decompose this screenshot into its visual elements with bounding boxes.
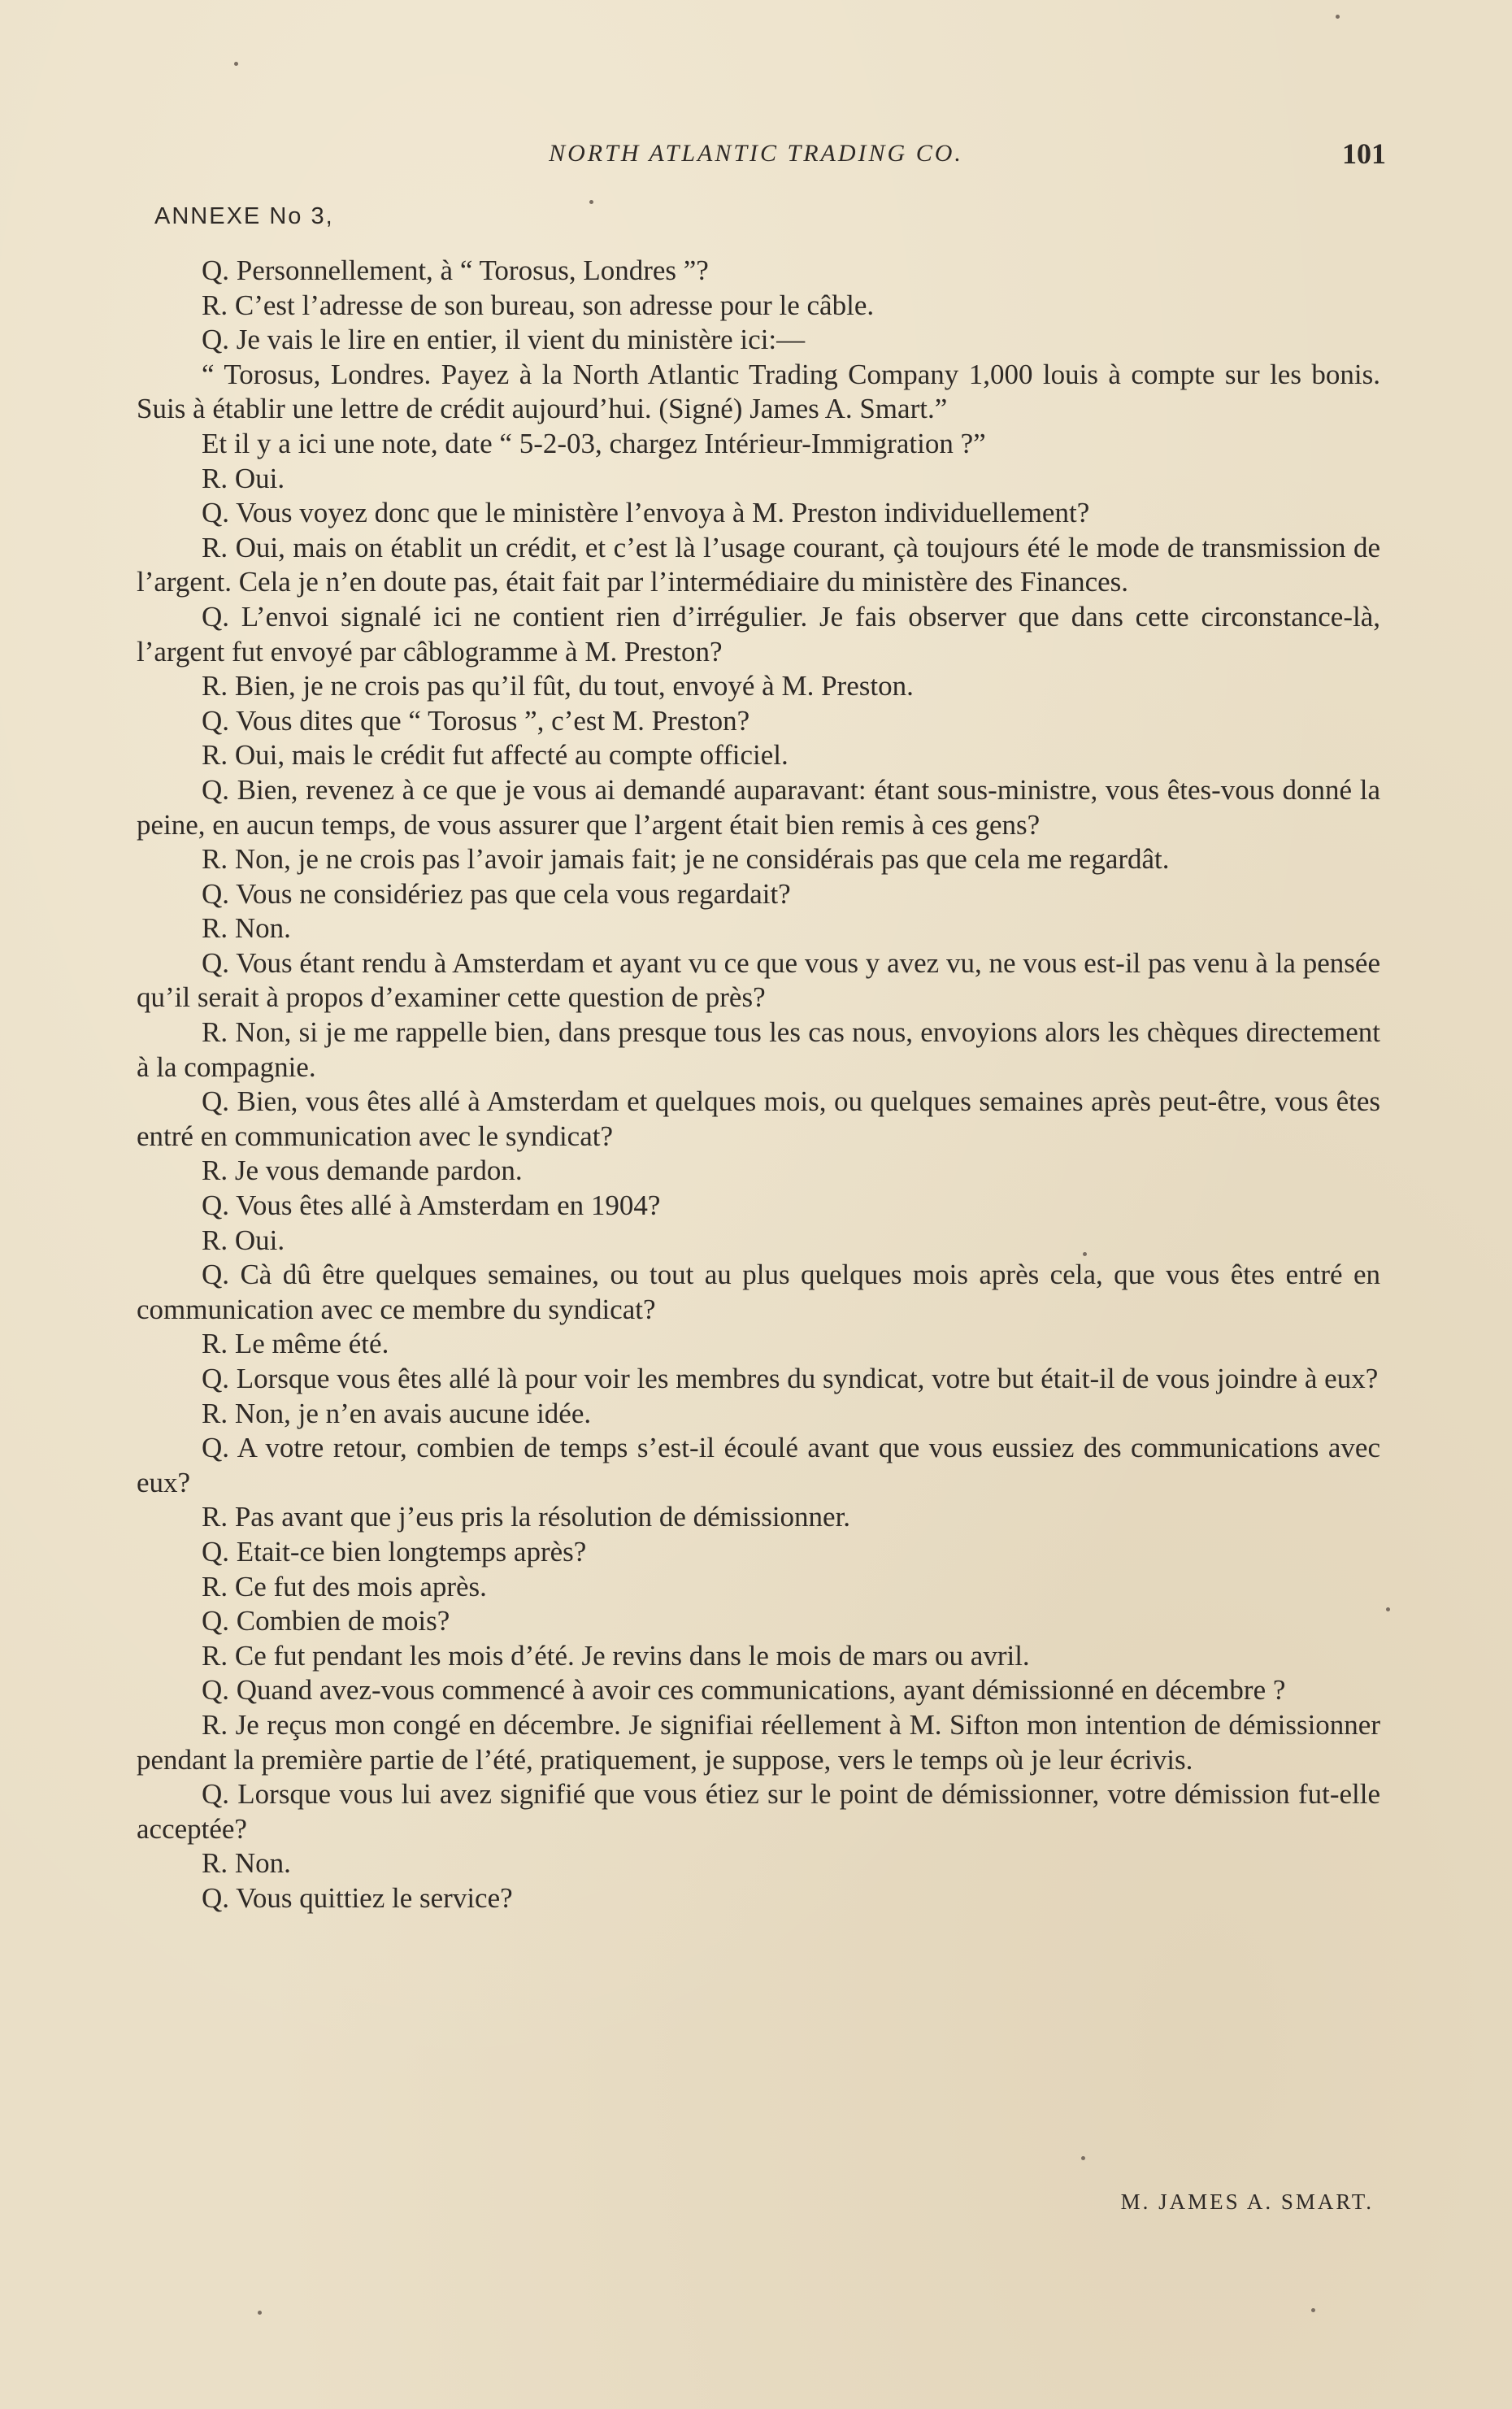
annex-label: ANNEXE No 3, [154, 203, 334, 229]
transcript-paragraph: R. Ce fut des mois après. [202, 1570, 487, 1602]
transcript-paragraph: Q. Combien de mois? [202, 1605, 450, 1637]
witness-signature: M. JAMES A. SMART. [1120, 2189, 1374, 2214]
paper-speck [1336, 15, 1340, 19]
transcript-paragraph: Q. Vous ne considériez pas que cela vous regardait? [202, 877, 791, 910]
transcript-paragraph: R. Non, je ne crois pas l’avoir jamais fait; je ne considérais pas que cela me regardât. [202, 843, 1170, 876]
transcript-paragraph: R. Oui, mais on établit un crédit, et c’est là l’usage courant, çà toujours été le mode de transmission de l’argent. Cela je n’en doute pas, était fait par l’intermédiaire du ministère des Finances. [137, 531, 1380, 598]
transcript-paragraph: R. Oui, mais le crédit fut affecté au compte officiel. [202, 739, 789, 772]
transcript-paragraph: R. Je reçus mon congé en décembre. Je signifiai réellement à M. Sifton mon intention de démissionner pendant la première partie de l’été, pratiquement, je suppose, vers le temps où je leur écrivis. [137, 1708, 1380, 1776]
transcript-paragraph: R. Non, je n’en avais aucune idée. [202, 1397, 592, 1429]
transcript-paragraph: R. Oui. [202, 1224, 285, 1256]
paper-speck [1083, 1252, 1087, 1256]
page-number: 101 [1342, 137, 1386, 170]
transcript-paragraph: Q. Vous voyez donc que le ministère l’envoya à M. Preston individuellement? [202, 497, 1090, 529]
transcript-paragraph: Q. Vous êtes allé à Amsterdam en 1904? [202, 1189, 661, 1222]
transcript-paragraph: Q. Etait-ce bien longtemps après? [202, 1535, 587, 1568]
transcript-paragraph: Q. Personnellement, à “ Torosus, Londres ”? [202, 254, 709, 286]
transcript-paragraph: Q. Bien, vous êtes allé à Amsterdam et quelques mois, ou quelques semaines après peut-être, vous êtes entré en communication avec le syndicat? [137, 1085, 1380, 1152]
transcript-paragraph: R. Le même été. [202, 1328, 389, 1360]
running-title: NORTH ATLANTIC TRADING CO. [549, 140, 963, 167]
transcript-paragraph: R. Oui. [202, 462, 285, 494]
transcript-paragraph: Q. Quand avez-vous commencé à avoir ces communications, ayant démissionné en décembre ? [202, 1674, 1286, 1707]
transcript-paragraph: Q. A votre retour, combien de temps s’est-il écoulé avant que vous eussiez des communications avec eux? [137, 1432, 1380, 1498]
transcript-paragraph: R. Pas avant que j’eus pris la résolution de démissionner. [202, 1501, 851, 1533]
transcript-paragraph: R. Non, si je me rappelle bien, dans presque tous les cas nous, envoyions alors les chèques directement à la compagnie. [137, 1016, 1380, 1083]
paper-speck [234, 62, 238, 66]
transcript-paragraph: R. Ce fut pendant les mois d’été. Je revins dans le mois de mars ou avril. [202, 1639, 1030, 1672]
transcript-paragraph: R. Non. [202, 912, 291, 945]
transcript-paragraph: Q. Vous étant rendu à Amsterdam et ayant vu ce que vous y avez vu, ne vous est-il pas venu à la pensée qu’il serait à propos d’examiner cette question de près? [137, 946, 1380, 1014]
transcript-paragraph: R. Je vous demande pardon. [202, 1154, 523, 1187]
transcript-paragraph: R. C’est l’adresse de son bureau, son adresse pour le câble. [202, 289, 875, 321]
paper-speck [1311, 2308, 1315, 2312]
transcript-paragraph: Q. L’envoi signalé ici ne contient rien d’irrégulier. Je fais observer que dans cette circonstance-là, l’argent fut envoyé par câblogramme à M. Preston? [137, 600, 1380, 667]
paper-speck [258, 2311, 262, 2315]
transcript-paragraph: R. Bien, je ne crois pas qu’il fût, du tout, envoyé à M. Preston. [202, 670, 914, 702]
transcript-paragraph: Q. Lorsque vous êtes allé là pour voir les membres du syndicat, votre but était-il de vous joindre à eux? [202, 1363, 1379, 1394]
paper-speck [1081, 2156, 1085, 2160]
transcript-paragraph: Q. Vous dites que “ Torosus ”, c’est M. Preston? [202, 704, 750, 737]
transcript-paragraph: Q. Cà dû être quelques semaines, ou tout au plus quelques mois après cela, que vous êtes entré en communication avec ce membre du syndicat? [137, 1259, 1380, 1325]
transcript-paragraph: Et il y a ici une note, date “ 5-2-03, chargez Intérieur-Immigration ?” [202, 427, 986, 459]
transcript-paragraph: R. Non. [202, 1847, 291, 1880]
transcript-paragraph: Q. Bien, revenez à ce que je vous ai demandé auparavant: étant sous-ministre, vous êtes-vous donné la peine, en aucun temps, de vous assurer que l’argent était bien remis à ces gens? [137, 773, 1380, 841]
transcript-paragraph: Q. Vous quittiez le service? [202, 1881, 513, 1914]
paper-speck [1386, 1607, 1390, 1611]
transcript-body [137, 254, 1380, 1916]
transcript-paragraph: Q. Je vais le lire en entier, il vient du ministère ici:— [202, 324, 806, 356]
paper-speck [589, 200, 593, 204]
running-header [0, 137, 1512, 189]
transcript-paragraph: Q. Lorsque vous lui avez signifié que vous étiez sur le point de démissionner, votre démission fut-elle acceptée? [137, 1778, 1380, 1845]
telegram-paragraph: “ Torosus, Londres. Payez à la North Atlantic Trading Company 1,000 louis à compte sur les bonis. Suis à établir une lettre de crédit aujourd’hui. (Signé) James A. Smart.” [137, 358, 1380, 425]
